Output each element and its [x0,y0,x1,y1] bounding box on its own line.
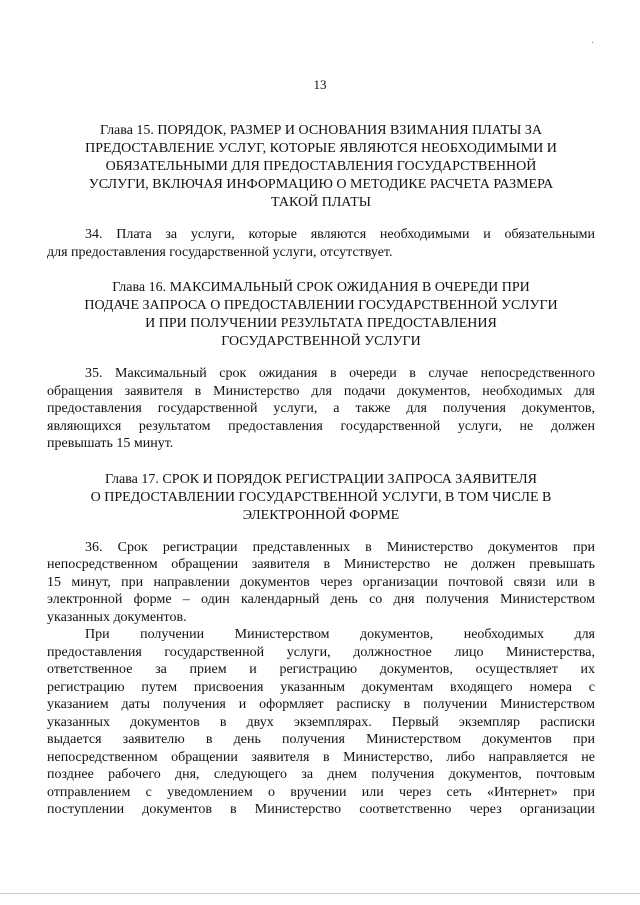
chapter-title-line: УСЛУГИ, ВКЛЮЧАЯ ИНФОРМАЦИЮ О МЕТОДИКЕ РАСЧЕТА РАЗМЕРА [88,177,554,192]
paragraph-line: 15 минут, при направлении документов через организации почтовой связи или в [47,574,595,590]
chapter-16-title [47,279,595,351]
chapter-title-line: ПОДАЧЕ ЗАПРОСА О ПРЕДОСТАВЛЕНИИ ГОСУДАРСТВЕННОЙ УСЛУГИ [84,298,558,313]
scan-bottom-edge [0,893,640,894]
chapter-title-line: Глава 15. ПОРЯДОК, РАЗМЕР И ОСНОВАНИЯ ВЗИМАНИЯ ПЛАТЫ ЗА [100,123,542,138]
chapter-title-line: И ПРИ ПОЛУЧЕНИИ РЕЗУЛЬТАТА ПРЕДОСТАВЛЕНИЯ [145,316,497,331]
paragraph-line: для предоставления государственной услуги, отсутствует. [47,244,393,260]
paragraph-line: 35. Максимальный срок ожидания в очереди в случае непосредственного [85,366,595,381]
chapter-17-title [47,471,595,525]
chapter-title-line: ЭЛЕКТРОННОЙ ФОРМЕ [242,507,400,523]
chapter-15-title [47,122,595,212]
paragraph-line: поступлении документов в Министерство соответственно через организации [47,802,595,817]
paragraph-34 [47,226,595,261]
paragraph-line: позднее рабочего дня, следующего за днем получения документов, почтовым [47,767,595,782]
document-body [47,122,595,819]
chapter-title-line: ТАКОЙ ПЛАТЫ [271,195,371,210]
paragraph-line: предоставления государственной услуги, должностное лицо Министерства, [47,644,595,660]
chapter-title-line: Глава 17. СРОК И ПОРЯДОК РЕГИСТРАЦИИ ЗАПРОСА ЗАЯВИТЕЛЯ [105,471,537,487]
chapter-title-line: ОБЯЗАТЕЛЬНЫМИ ДЛЯ ПРЕДОСТАВЛЕНИЯ ГОСУДАРСТВЕННОЙ [105,159,537,174]
paragraph-line: 36. Срок регистрации представленных в Министерство документов при [85,539,595,555]
chapter-title-line: О ПРЕДОСТАВЛЕНИИ ГОСУДАРСТВЕННОЙ УСЛУГИ, В ТОМ ЧИСЛЕ В [90,489,552,505]
scan-speck [592,42,593,43]
paragraph-line: регистрацию путем присвоения указанным документам входящего номера с [47,679,595,695]
chapter-title-line: ПРЕДОСТАВЛЕНИЕ УСЛУГ, КОТОРЫЕ ЯВЛЯЮТСЯ НЕОБХОДИМЫМИ И [85,141,557,156]
paragraph-line: отправлением с уведомлением о вручении или через сеть «Интернет» при [47,784,595,800]
paragraph-line: ответственное за прием и регистрацию документов, осуществляет их [47,662,595,677]
paragraph-line: непосредственном обращении заявителя в Министерство, либо направляется не [47,749,595,765]
paragraph-line: выдается заявителю в день получения Министерством документов при [47,732,595,747]
chapter-title-line: ГОСУДАРСТВЕННОЙ УСЛУГИ [221,334,421,349]
paragraph-36 [47,539,595,627]
page-number: 13 [313,77,327,92]
paragraph-line: электронной форме – один календарный день со дня получения Министерством [47,592,595,607]
paragraph-line: При получении Министерством документов, необходимых для [85,627,595,642]
paragraph-line: указанных документов в двух экземплярах. Первый экземпляр расписки [47,714,595,730]
paragraph-line: превышать 15 минут. [47,436,174,451]
paragraph-36-continued [47,626,595,819]
paragraph-line: указанных документов. [47,609,187,625]
paragraph-35 [47,365,595,453]
paragraph-line: являющихся результатом предоставления государственной услуги, не должен [47,418,595,434]
paragraph-line: обращения заявителя в Министерство для подачи документов, необходимых для [47,383,595,399]
paragraph-line: предоставления государственной услуги, а также для получения документов, [47,401,595,416]
chapter-title-line: Глава 16. МАКСИМАЛЬНЫЙ СРОК ОЖИДАНИЯ В ОЧЕРЕДИ ПРИ [112,280,530,295]
paragraph-line: 34. Плата за услуги, которые являются необходимыми и обязательными [85,227,595,242]
paragraph-line: непосредственном обращении заявителя в Министерство не должен превышать [47,557,595,572]
paragraph-line: указанием даты получения и оформляет расписку в получении Министерством [47,697,595,712]
